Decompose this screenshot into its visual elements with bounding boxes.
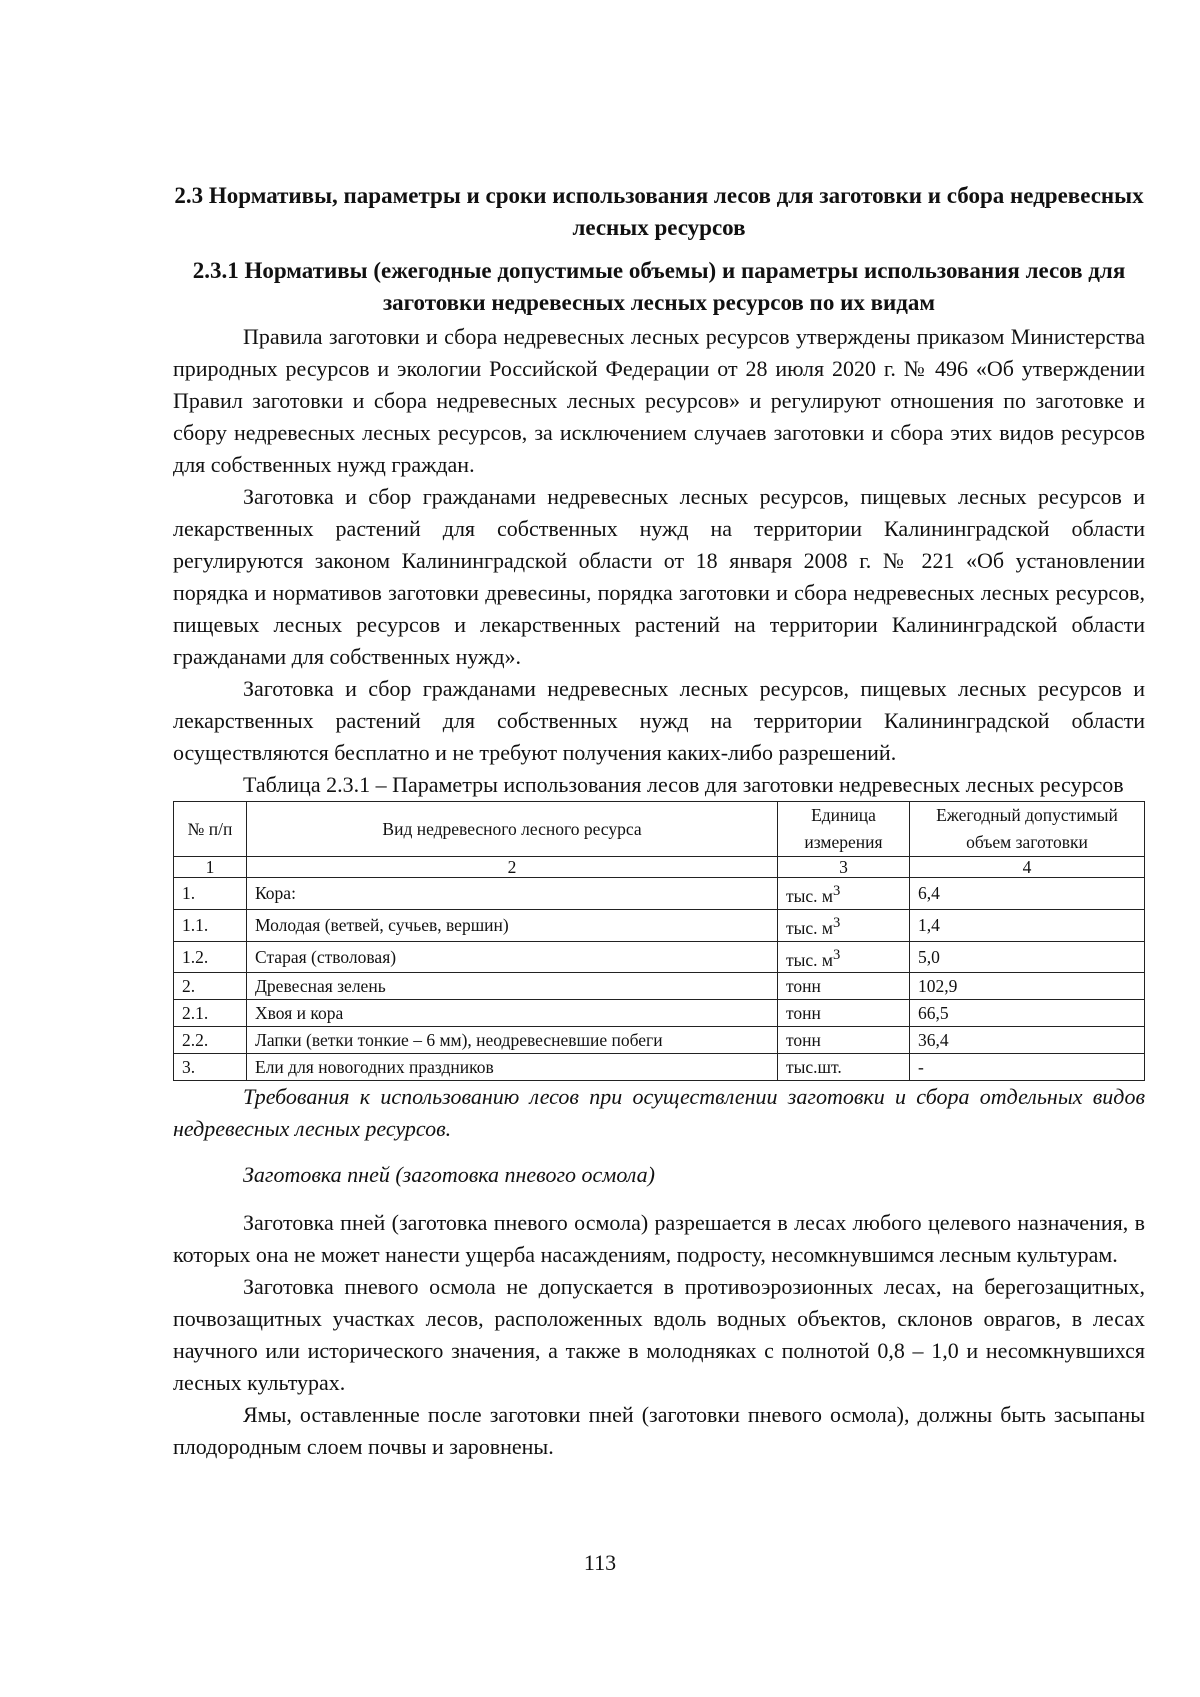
row-unit: тонн: [778, 973, 910, 1000]
row-resource: Хвоя и кора: [247, 1000, 778, 1027]
row-resource: Старая (стволовая): [247, 941, 778, 973]
subsection-heading: 2.3.1 Нормативы (ежегодные допустимые объемы) и параметры использования лесов для заготовки недревесных лесных ресурсов по их видам: [192, 258, 1126, 315]
column-number: 3: [778, 857, 910, 878]
row-unit: тыс. $м^3$: [778, 941, 910, 973]
resources-table: [173, 801, 1145, 1081]
table-row: [174, 878, 1145, 910]
header-number: № п/п: [174, 802, 247, 857]
table-row: [174, 1027, 1145, 1054]
table-row: [174, 973, 1145, 1000]
row-resource: Ели для новогодних праздников: [247, 1054, 778, 1081]
row-resource: Молодая (ветвей, сучьев, вершин): [247, 909, 778, 941]
column-number: 2: [247, 857, 778, 878]
header-unit: Единица измерения: [778, 802, 910, 857]
row-volume: 1,4: [910, 909, 1145, 941]
table-header-row: [174, 802, 1145, 857]
table-caption: Таблица 2.3.1 – Параметры использования лесов для заготовки недревесных лесных ресурсов: [243, 772, 1124, 797]
document-page: [173, 0, 1145, 1463]
row-resource: Кора:: [247, 878, 778, 910]
requirements-heading: Требования к использованию лесов при осуществлении заготовки и сбора отдельных видов недревесных лесных ресурсов.: [173, 1084, 1145, 1142]
row-number: 2.1.: [174, 1000, 247, 1027]
paragraph: Ямы, оставленные после заготовки пней (заготовки пневого осмола), должны быть засыпаны плодородным слоем почвы и заровнены.: [173, 1402, 1145, 1460]
table-row: [174, 1054, 1145, 1081]
table-row: [174, 941, 1145, 973]
paragraph: Заготовка пней (заготовка пневого осмола) разрешается в лесах любого целевого назначения, в которых она не может нанести ущерба насаждениям, подросту, несомкнувшимся лесным культурам.: [173, 1210, 1145, 1268]
row-number: 1.: [174, 878, 247, 910]
row-number: 1.2.: [174, 941, 247, 973]
paragraph: Заготовка и сбор гражданами недревесных лесных ресурсов, пищевых лесных ресурсов и лекарственных растений для собственных нужд на территории Калининградской области регулируются законом Калининградской области от 18 января 2008 г. № 221 «Об установлении порядка и нормативов заготовки древесины, порядка заготовки и сбора недревесных лесных ресурсов, пищевых лесных ресурсов и лекарственных растений на территории Калининградской области гражданами для собственных нужд».: [173, 484, 1145, 669]
row-resource: Древесная зелень: [247, 973, 778, 1000]
table-row: [174, 909, 1145, 941]
paragraph: Заготовка и сбор гражданами недревесных лесных ресурсов, пищевых лесных ресурсов и лекарственных растений для собственных нужд на территории Калининградской области осуществляются бесплатно и не требуют получения каких-либо разрешений.: [173, 676, 1145, 765]
row-number: 2.2.: [174, 1027, 247, 1054]
page-number: 113: [583, 1550, 617, 1575]
row-resource: Лапки (ветки тонкие – 6 мм), неодревесневшие побеги: [247, 1027, 778, 1054]
section-heading: 2.3 Нормативы, параметры и сроки использования лесов для заготовки и сбора недревесных лесных ресурсов: [174, 183, 1144, 240]
paragraph: Правила заготовки и сбора недревесных лесных ресурсов утверждены приказом Министерства природных ресурсов и экологии Российской Федерации от 28 июля 2020 г. № 496 «Об утверждении Правил заготовки и сбора недревесных лесных ресурсов» и регулируют отношения по заготовке и сбору недревесных лесных ресурсов, за исключением случаев заготовки и сбора этих видов ресурсов для собственных нужд граждан.: [173, 324, 1145, 477]
column-number: 4: [910, 857, 1145, 878]
row-volume: 6,4: [910, 878, 1145, 910]
table-row: [174, 1000, 1145, 1027]
row-unit: тыс. $м^3$: [778, 878, 910, 910]
row-volume: 36,4: [910, 1027, 1145, 1054]
column-number: 1: [174, 857, 247, 878]
row-volume: 66,5: [910, 1000, 1145, 1027]
row-unit: тыс. $м^3$: [778, 909, 910, 941]
stumps-heading: Заготовка пней (заготовка пневого осмола): [243, 1162, 655, 1188]
row-number: 3.: [174, 1054, 247, 1081]
row-number: 1.1.: [174, 909, 247, 941]
row-number: 2.: [174, 973, 247, 1000]
paragraph: Заготовка пневого осмола не допускается в противоэрозионных лесах, на берегозащитных, почвозащитных участках лесов, расположенных вдоль водных объектов, склонов оврагов, в лесах научного или исторического значения, а также в молодняках с полнотой 0,8 – 1,0 и несомкнувшихся лесных культурах.: [173, 1274, 1145, 1396]
row-volume: -: [910, 1054, 1145, 1081]
header-resource: Вид недревесного лесного ресурса: [247, 802, 778, 857]
row-volume: 102,9: [910, 973, 1145, 1000]
column-number-row: [174, 857, 1145, 878]
row-unit: тонн: [778, 1027, 910, 1054]
header-volume: Ежегодный допустимый объем заготовки: [910, 802, 1145, 857]
row-unit: тыс.шт.: [778, 1054, 910, 1081]
row-volume: 5,0: [910, 941, 1145, 973]
row-unit: тонн: [778, 1000, 910, 1027]
